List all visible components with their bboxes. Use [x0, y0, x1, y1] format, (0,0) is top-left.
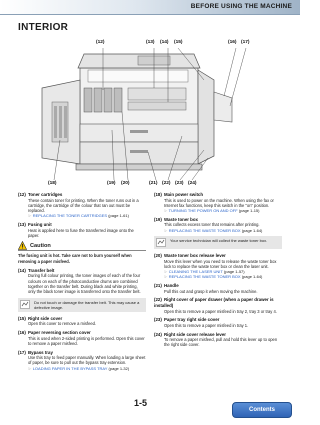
item-12 [18, 192, 146, 218]
item-14 [18, 268, 146, 294]
ref-link-toner[interactable] [28, 213, 146, 218]
item-number: (15) [18, 315, 26, 321]
callout-13: (13) [146, 40, 155, 45]
link-arrow-icon: ☞ [164, 227, 169, 233]
item-body: Use this tray to feed paper manually. When loading a large sheet of paper, be sure to pull out the bypass tray extension. [28, 355, 146, 366]
item-number: (22) [154, 297, 162, 303]
callout-12: (12) [96, 40, 105, 45]
callout-19: (19) [107, 181, 116, 186]
item-20 [154, 253, 282, 279]
item-body: These contain toner for printing. When the toner runs out in a cartridge, the cartridge of the colour that ran out must be replaced. [28, 197, 139, 213]
caution-heading: Caution [30, 242, 51, 249]
ref-link-text[interactable]: REPLACING THE TONER CARTRIDGES [32, 213, 108, 219]
item-16 [18, 330, 146, 346]
right-column [154, 192, 282, 351]
callout-20: (20) [121, 181, 130, 186]
item-23 [154, 317, 282, 328]
ref-link-text[interactable]: CLEANING THE LASER UNIT [168, 269, 223, 275]
caution-box [18, 241, 146, 263]
ref-link-text[interactable]: REPLACING THE WASTE TONER BOX [168, 274, 241, 280]
note-box-waste-toner [154, 236, 282, 249]
item-number: (23) [154, 317, 162, 323]
item-title: Handle [164, 283, 179, 289]
item-19 [154, 217, 282, 233]
callout-24: (24) [188, 181, 197, 186]
item-title: Right cover of paper drawer (when a paper drawer is installed) [154, 297, 274, 308]
item-number: (12) [18, 192, 26, 197]
note-text: Your service technician will collect the waste toner box. [170, 238, 268, 244]
ref-page: (page 1-61) [108, 213, 129, 219]
item-title: Fusing unit [28, 221, 52, 227]
ref-link-power[interactable] [164, 208, 282, 213]
item-body: Open this cover to remove a misfeed. [28, 321, 97, 327]
callout-23: (23) [175, 181, 184, 186]
item-title: Bypass tray [28, 349, 53, 355]
ref-link-text[interactable]: TURNING THE POWER ON AND OFF [168, 208, 238, 213]
ref-page: (page 1-15) [238, 208, 260, 213]
ref-link-waste-toner[interactable] [164, 228, 282, 233]
item-15 [18, 316, 146, 327]
item-number: (17) [18, 349, 26, 355]
header-title: BEFORE USING THE MACHINE [190, 3, 292, 10]
ref-page: (page 1-64) [241, 274, 263, 280]
item-number: (14) [18, 267, 26, 273]
header-divider [0, 14, 300, 15]
item-body: This collects excess toner that remains after printing. [164, 222, 260, 228]
item-body: Open this to remove a paper misfeed in tray 2, tray 3 or tray 4. [164, 308, 277, 314]
item-title: Right side cover [28, 315, 63, 321]
link-arrow-icon: ☞ [28, 213, 33, 219]
callout-22: (22) [162, 181, 171, 186]
item-number: (21) [154, 283, 162, 289]
link-arrow-icon: ☞ [164, 274, 169, 280]
item-title: Main power switch [164, 192, 204, 197]
item-number: (16) [18, 330, 26, 336]
callout-14: (14) [160, 40, 169, 45]
item-18 [154, 192, 282, 213]
callout-18: (18) [48, 181, 57, 186]
item-body: Move this lever when you need to release the waste toner box lock to replace the waste toner box or clean the laser unit. [164, 258, 277, 269]
item-number: (20) [154, 253, 162, 259]
caution-text: The fusing unit is hot. Take care not to burn yourself when removing a paper misfeed. [18, 253, 132, 264]
note-box-transfer-belt [18, 298, 146, 312]
item-17 [18, 350, 146, 371]
page-number: 1-5 [134, 398, 148, 408]
item-number: (13) [18, 221, 26, 227]
ref-link-text[interactable]: LOADING PAPER IN THE BYPASS TRAY [32, 365, 108, 371]
item-body: To remove a paper misfeed, pull and hold this lever up to open the right side cover. [164, 337, 278, 348]
left-column [18, 192, 146, 374]
item-title: Paper tray right side cover [164, 317, 220, 323]
contents-button[interactable]: Contents [232, 402, 292, 418]
callout-17: (17) [241, 40, 250, 45]
machine-drawing [18, 40, 282, 188]
section-title: INTERIOR [18, 22, 69, 33]
item-body: This is used when 2-sided printing is performed. Open this cover to remove a paper misfeed. [28, 335, 145, 346]
item-number: (18) [154, 192, 162, 197]
item-body: Pull this out and grasp it when moving the machine. [164, 288, 258, 294]
item-title: Paper reversing section cover [28, 330, 91, 336]
ref-page: (page 1-64) [241, 227, 263, 233]
ref-link-waste-toner-2[interactable] [164, 274, 282, 279]
callout-15: (15) [174, 40, 183, 45]
item-title: Transfer belt [28, 267, 55, 273]
ref-page: (page 1-32) [108, 365, 130, 371]
ref-link-bypass[interactable] [28, 366, 146, 371]
item-body: This is used to power on the machine. When using the fax or Internet fax functions, keep this switch in the "on" position. [164, 197, 274, 208]
item-number: (24) [154, 331, 162, 337]
callout-16: (16) [228, 40, 237, 45]
item-title: Waste toner box [164, 216, 198, 222]
item-body: During full colour printing, the toner images of each of the four colours on each of the photoconductive drums are combined together on the transfer belt. During black and white printing, only the black toner image is transferred onto the transfer belt. [28, 273, 141, 295]
link-arrow-icon: ☞ [28, 365, 33, 371]
item-21 [154, 283, 282, 294]
item-title: Waste toner box release lever [164, 253, 226, 259]
item-title: Toner cartridges [28, 192, 63, 197]
machine-interior-illustration [18, 40, 282, 188]
note-hand-icon [156, 238, 166, 247]
warning-triangle-icon [18, 241, 27, 250]
item-title: Right side cover release lever [164, 331, 226, 337]
ref-page: (page 1-57) [223, 269, 245, 275]
note-text: Do not touch or damage the transfer belt. This may cause a defective image. [34, 299, 140, 310]
note-hand-icon [20, 300, 30, 309]
item-number: (19) [154, 216, 162, 222]
callout-21: (21) [149, 181, 158, 186]
link-arrow-icon: ☞ [164, 208, 169, 213]
item-13 [18, 222, 146, 238]
item-body: Heat is applied here to fuse the transferred image onto the paper. [28, 227, 134, 238]
item-24 [154, 332, 282, 348]
link-arrow-icon: ☞ [164, 269, 169, 275]
ref-link-text[interactable]: REPLACING THE WASTE TONER BOX [168, 227, 241, 233]
item-body: Open this to remove a paper misfeed in tray 1. [164, 322, 249, 328]
item-22 [154, 297, 282, 313]
